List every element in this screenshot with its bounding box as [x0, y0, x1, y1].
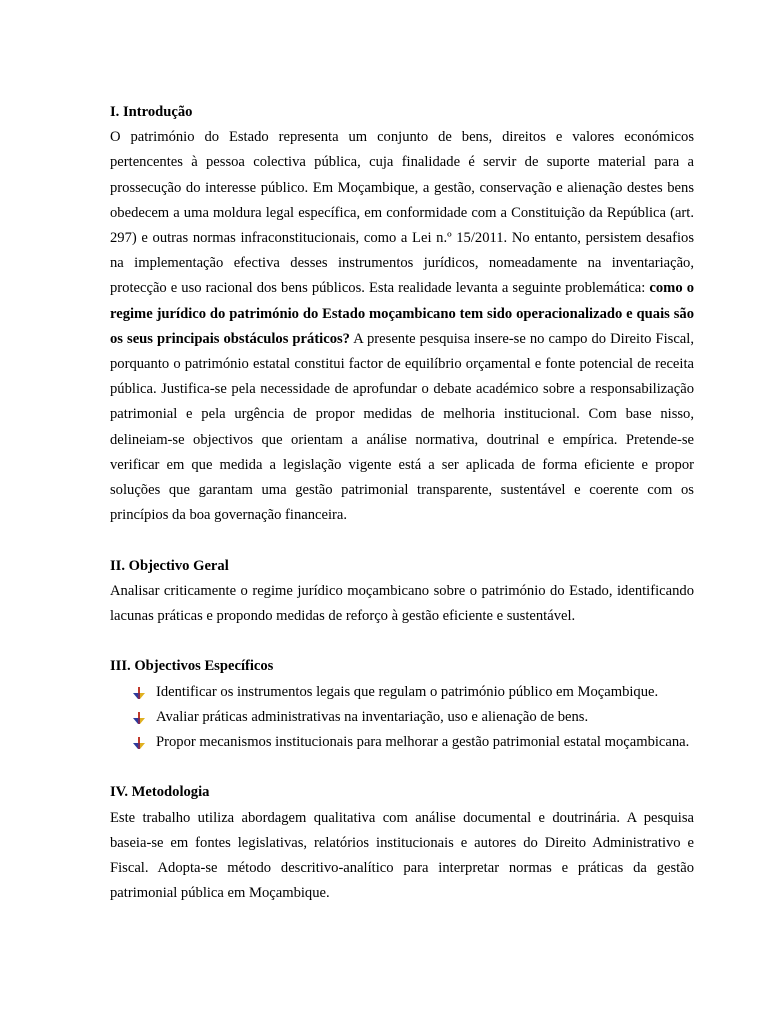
- methodology-paragraph: Este trabalho utiliza abordagem qualitativa com análise documental e doutrinária. A pesquisa baseia-se em fontes legislativas, relatórios institucionais e autores do Direito Administrativo e Fiscal. Adopta-se método descritivo-analítico para interpretar normas e práticas da gestão patrimonial pública em Moçambique.: [110, 809, 694, 902]
- list-item: [110, 705, 694, 730]
- intro-text-before: O património do Estado representa um conjunto de bens, direitos e valores económicos pertencentes à pessoa colectiva pública, cuja finalidade é servir de suporte material para a prossecução do interesse público. Em Moçambique, a gestão, conservação e alienação destes bens obedecem a uma moldura legal específica, em conformidade com a Constituição da República (art. 297) e outras normas infraconstitucionais, como a Lei n.º 15/2011. No entanto, persistem desafios na implementação efectiva desses instrumentos jurídicos, nomeadamente na inventariação, protecção e uso racional dos bens públicos. Esta realidade levanta a seguinte problemática:: [110, 129, 694, 297]
- research-question: como o regime jurídico do património do Estado moçambicano tem sido operacionalizado e quais são os seus principais obstáculos práticos?: [110, 280, 694, 347]
- arrow-down-bullet-icon: [132, 737, 146, 749]
- section-heading-metodologia: IV. Metodologia: [110, 784, 210, 801]
- document-page: [110, 100, 694, 906]
- list-item: [110, 730, 694, 755]
- intro-text-after: A presente pesquisa insere-se no campo do Direito Fiscal, porquanto o património estatal constitui factor de equilíbrio orçamental e fonte potencial de receita pública. Justifica-se pela necessidade de aprofundar o debate académico sobre a responsabilização patrimonial e pela urgência de propor medidas de melhoria institucional. Com base nisso, delineiam-se objectivos que orientam a análise normativa, doutrinal e empírica. Pretende-se verificar em que medida a legislação vigente está a ser aplicada de forma eficiente e propor soluções que garantam uma gestão patrimonial transparente, sustentável e coerente com os princípios da boa governação financeira.: [110, 330, 694, 524]
- intro-paragraph: [110, 125, 694, 528]
- section-spacer: [110, 629, 694, 654]
- arrow-down-bullet-icon: [132, 712, 146, 724]
- section-spacer: [110, 755, 694, 780]
- specific-objectives-list: [110, 680, 694, 756]
- objective-text: Propor mecanismos institucionais para melhorar a gestão patrimonial estatal moçambicana.: [156, 734, 690, 751]
- objective-text: Avaliar práticas administrativas na inventariação, uso e alienação de bens.: [156, 708, 589, 725]
- section-heading-objectivo-geral: II. Objectivo Geral: [110, 557, 229, 574]
- section-heading-introducao: I. Introdução: [110, 104, 193, 120]
- list-item: [110, 680, 694, 705]
- section-spacer: [110, 528, 694, 553]
- arrow-down-bullet-icon: [132, 687, 146, 699]
- section-heading-objectivos-especificos: III. Objectivos Específicos: [110, 658, 274, 675]
- general-objective-paragraph: Analisar criticamente o regime jurídico moçambicano sobre o património do Estado, identificando lacunas práticas e propondo medidas de reforço à gestão eficiente e sustentável.: [110, 582, 694, 625]
- objective-text: Identificar os instrumentos legais que regulam o património público em Moçambique.: [156, 683, 659, 700]
